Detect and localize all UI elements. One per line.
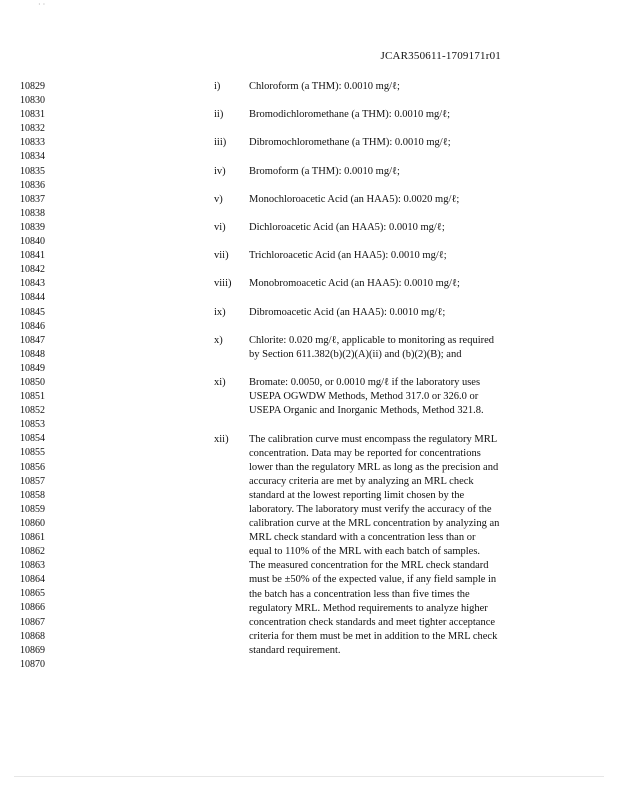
line-number: 10867 xyxy=(20,616,45,628)
item-text-line: Chloroform (a THM): 0.0010 mg/ℓ; xyxy=(249,81,400,92)
item-label: ii) xyxy=(214,109,224,121)
line-number: 10840 xyxy=(20,236,45,248)
item-text-line: regulatory MRL. Method requirements to analyze higher xyxy=(249,602,488,614)
scan-mark: · · xyxy=(38,0,46,9)
line-number: 10843 xyxy=(20,278,45,290)
line-number: 10863 xyxy=(20,560,45,572)
item-text xyxy=(249,80,549,94)
item-text xyxy=(249,376,549,418)
item-text xyxy=(249,165,549,179)
line-number: 10865 xyxy=(20,588,45,600)
line-number: 10847 xyxy=(20,334,45,346)
item-text-line: criteria for them must be met in addition to the MRL check xyxy=(249,630,498,642)
line-number: 10856 xyxy=(20,461,45,473)
line-number: 10858 xyxy=(20,489,45,501)
item-text-line: equal to 110% of the MRL with each batch of samples. xyxy=(249,546,481,558)
line-number: 10852 xyxy=(20,405,45,417)
footer-divider xyxy=(14,776,604,777)
line-number: 10846 xyxy=(20,320,45,332)
line-number: 10834 xyxy=(20,151,45,163)
item-label: vi) xyxy=(214,222,226,233)
line-number: 10837 xyxy=(20,193,45,205)
line-number: 10866 xyxy=(20,602,45,614)
item-text-line: Dichloroacetic Acid (an HAA5): 0.0010 mg/ℓ; xyxy=(249,222,445,233)
item-text-line: The measured concentration for the MRL check standard xyxy=(249,560,489,572)
line-number: 10855 xyxy=(20,447,45,459)
item-label: xi) xyxy=(214,377,226,389)
item-label: xii) xyxy=(214,433,229,445)
line-number: 10870 xyxy=(20,658,45,670)
item-text-line: by Section 611.382(b)(2)(A)(ii) and (b)(2)(B); and xyxy=(249,348,462,360)
line-number: 10864 xyxy=(20,574,45,586)
line-number: 10844 xyxy=(20,292,45,304)
line-number: 10851 xyxy=(20,391,45,403)
item-text-line: USEPA Organic and Inorganic Methods, Method 321.8. xyxy=(249,405,484,417)
line-number: 10861 xyxy=(20,532,45,543)
line-number: 10841 xyxy=(20,250,45,262)
item-text-line: Trichloroacetic Acid (an HAA5): 0.0010 mg/ℓ; xyxy=(249,250,447,262)
item-text-line: the batch has a concentration less than five times the xyxy=(249,588,470,600)
item-text xyxy=(249,277,549,291)
line-number: 10860 xyxy=(20,517,45,529)
item-text-line: standard requirement. xyxy=(249,644,341,656)
document-id: JCAR350611-1709171r01 xyxy=(380,50,501,62)
item-text-line: The calibration curve must encompass the regulatory MRL xyxy=(249,433,498,445)
line-number: 10850 xyxy=(20,376,45,388)
item-text-line: concentration. Data may be reported for concentrations xyxy=(249,447,481,459)
item-label: x) xyxy=(214,334,223,346)
item-label: vii) xyxy=(214,250,229,262)
item-text xyxy=(249,108,549,122)
line-number: 10857 xyxy=(20,475,45,487)
item-label: viii) xyxy=(214,278,232,290)
line-number: 10835 xyxy=(20,165,45,177)
line-number: 10862 xyxy=(20,546,45,558)
item-text xyxy=(249,136,549,150)
item-text xyxy=(249,306,549,320)
item-text-line: USEPA OGWDW Methods, Method 317.0 or 326.0 or xyxy=(249,391,479,403)
line-number: 10845 xyxy=(20,306,45,318)
line-number: 10829 xyxy=(20,81,45,92)
item-text xyxy=(249,334,549,362)
item-text xyxy=(249,433,549,659)
item-text-line: Chlorite: 0.020 mg/ℓ, applicable to monitoring as required xyxy=(249,334,495,346)
item-text-line: calibration curve at the MRL concentration by analyzing an xyxy=(249,518,500,530)
item-text-line: lower than the regulatory MRL as long as the precision and xyxy=(249,461,499,473)
item-text-line: Bromate: 0.0050, or 0.0010 mg/ℓ if the laboratory uses xyxy=(249,377,481,389)
item-text-line: Bromoform (a THM): 0.0010 mg/ℓ; xyxy=(249,165,400,177)
item-text-line: laboratory. The laboratory must verify the accuracy of the xyxy=(249,503,492,515)
item-text xyxy=(249,221,549,235)
item-text xyxy=(249,249,549,263)
item-label: ix) xyxy=(214,306,226,318)
line-number: 10853 xyxy=(20,419,45,431)
item-label: iv) xyxy=(214,165,226,177)
item-text-line: Monochloroacetic Acid (an HAA5): 0.0020 mg/ℓ; xyxy=(249,193,460,205)
line-number: 10838 xyxy=(20,207,45,219)
line-number: 10854 xyxy=(20,433,45,445)
item-text-line: standard at the lowest reporting limit chosen by the xyxy=(249,489,465,501)
line-number: 10842 xyxy=(20,264,45,276)
line-number: 10859 xyxy=(20,503,45,515)
line-number-column xyxy=(20,80,60,672)
item-text-line: Monobromoacetic Acid (an HAA5): 0.0010 mg/ℓ; xyxy=(249,278,460,290)
item-text-line: Bromodichloromethane (a THM): 0.0010 mg/ℓ; xyxy=(249,109,451,121)
item-text-line: Dibromochloromethane (a THM): 0.0010 mg/ℓ; xyxy=(249,137,451,149)
line-number: 10831 xyxy=(20,109,45,121)
line-number: 10836 xyxy=(20,179,45,191)
line-number: 10832 xyxy=(20,123,45,135)
line-number: 10839 xyxy=(20,221,45,233)
item-label: v) xyxy=(214,193,223,205)
line-number: 10848 xyxy=(20,348,45,360)
item-text-line: accuracy criteria are met by analyzing an MRL check xyxy=(249,475,474,487)
item-text-line: Dibromoacetic Acid (an HAA5): 0.0010 mg/ℓ; xyxy=(249,306,446,318)
item-label: i) xyxy=(214,81,221,92)
item-label: iii) xyxy=(214,137,227,149)
item-text xyxy=(249,193,549,207)
line-number: 10830 xyxy=(20,95,45,107)
line-number: 10849 xyxy=(20,362,45,374)
item-text-line: must be ±50% of the expected value, if any field sample in xyxy=(249,574,497,586)
line-number: 10869 xyxy=(20,644,45,656)
item-text-line: concentration check standards and meet tighter acceptance xyxy=(249,616,496,628)
line-number: 10868 xyxy=(20,630,45,642)
item-text-line: MRL check standard with a concentration less than or xyxy=(249,532,476,544)
line-number: 10833 xyxy=(20,137,45,149)
